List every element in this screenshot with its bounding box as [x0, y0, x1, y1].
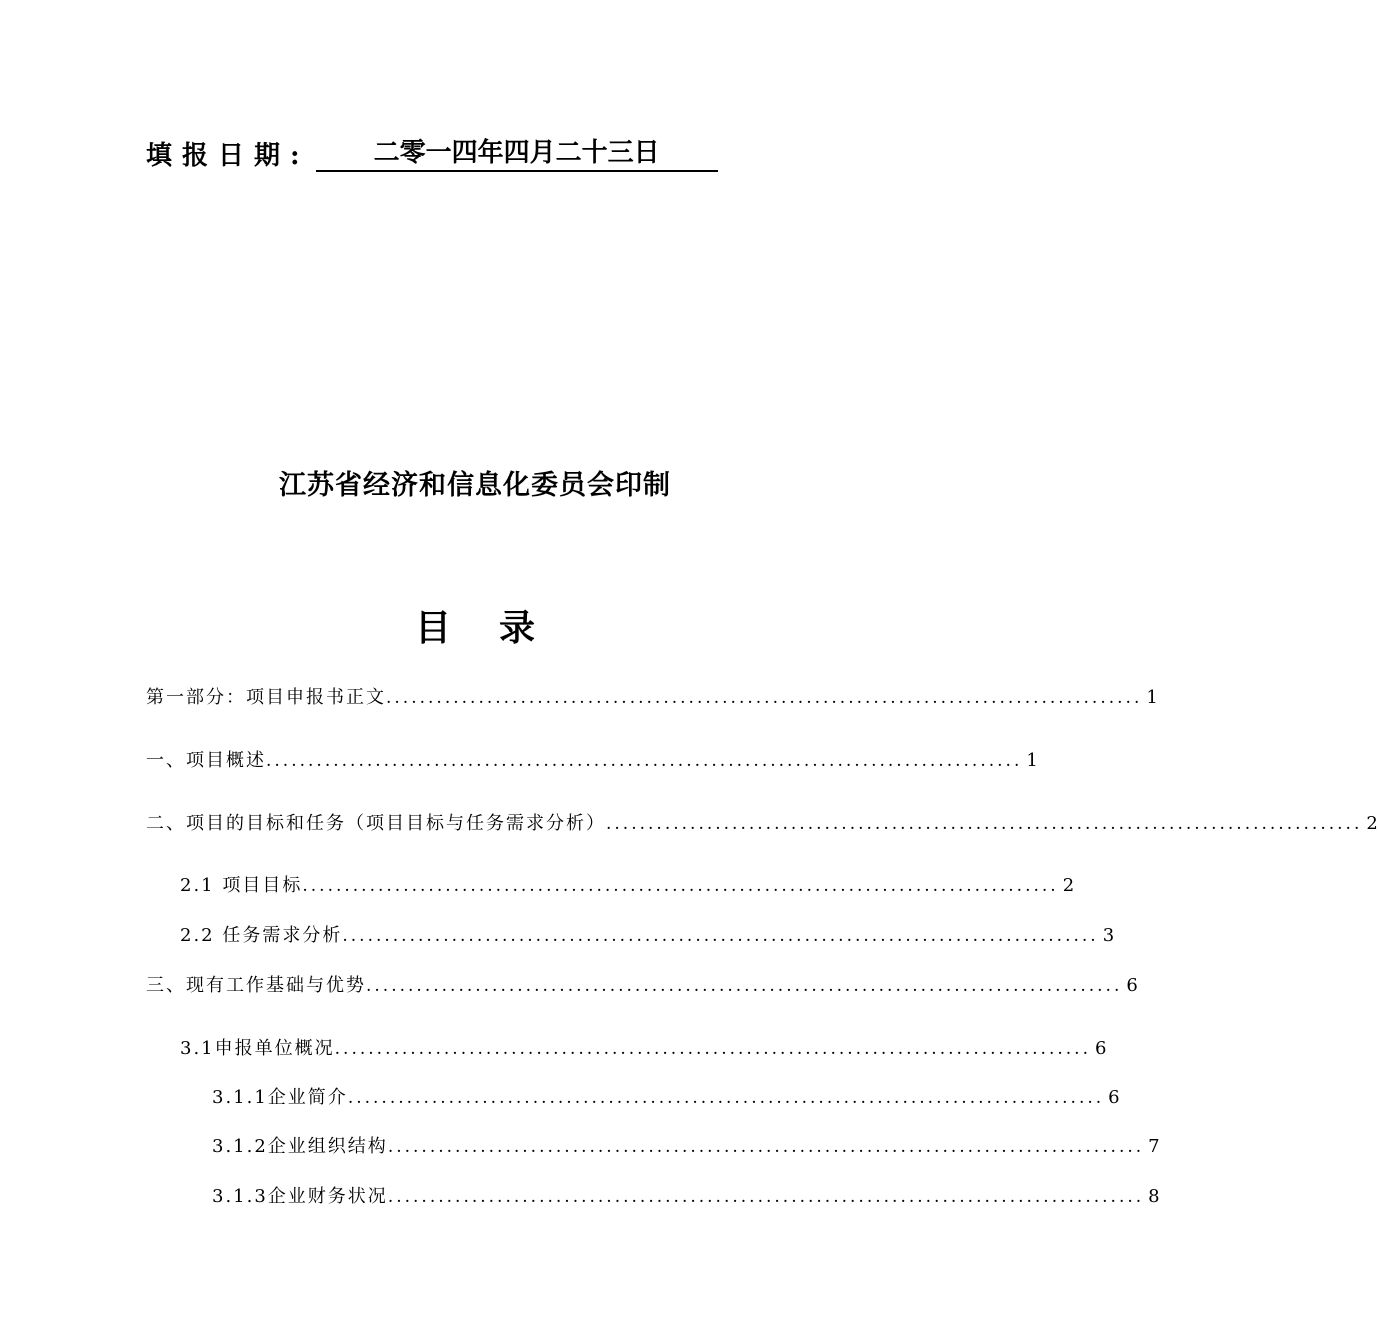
toc-page-number: 3 — [1102, 925, 1115, 946]
toc-dot-leader: .......................................................................................... — [366, 976, 1123, 996]
toc-entry-text: 第一部分：项目申报书正文 — [146, 687, 386, 708]
toc-entry-part-one[interactable] — [146, 682, 1158, 710]
toc-page-number: 2 — [1062, 875, 1075, 896]
toc-entry-section-3-1-3[interactable] — [212, 1181, 1160, 1209]
toc-page-number: 6 — [1126, 975, 1138, 996]
toc-entry-text: 3.1.1企业简介 — [212, 1087, 348, 1108]
publisher-name: 江苏省经济和信息化委员会印制 — [279, 470, 671, 501]
fill-date-value: 二零一四年四月二十三日 — [316, 136, 718, 172]
toc-page-number: 6 — [1094, 1038, 1107, 1059]
toc-page-number: 8 — [1148, 1186, 1160, 1207]
toc-entry-text: 2.2 任务需求分析 — [180, 925, 343, 946]
toc-page-number: 1 — [1026, 750, 1038, 771]
toc-dot-leader: .......................................................................................... — [387, 1187, 1145, 1207]
toc-entry-section-3-1-1[interactable] — [212, 1082, 1120, 1110]
toc-dot-leader: .......................................................................................... — [342, 926, 1099, 946]
toc-dot-leader: .......................................................................................... — [334, 1039, 1091, 1059]
toc-entry-text: 三、现有工作基础与优势 — [146, 975, 366, 996]
toc-title-char-1: 目 — [414, 607, 451, 649]
toc-page-number: 7 — [1148, 1136, 1160, 1157]
toc-page-number: 1 — [1146, 687, 1158, 708]
toc-dot-leader: .......................................................................................... — [387, 1137, 1145, 1157]
toc-dot-leader: .......................................................................................... — [347, 1088, 1105, 1108]
toc-entry-text: 一、项目概述 — [146, 750, 266, 771]
toc-dot-leader: .......................................................................................... — [386, 688, 1143, 708]
toc-page-number: 2 — [1366, 813, 1378, 834]
toc-entry-section-2-2[interactable] — [180, 920, 1115, 948]
toc-dot-leader: .......................................................................................... — [606, 814, 1363, 834]
toc-entry-text: 3.1申报单位概况 — [180, 1038, 335, 1059]
toc-entry-section-3[interactable] — [146, 970, 1138, 998]
toc-dot-leader: .......................................................................................... — [302, 876, 1059, 896]
toc-entry-text: 3.1.2企业组织结构 — [212, 1136, 388, 1157]
toc-entry-section-3-1[interactable] — [180, 1033, 1107, 1061]
toc-page-number: 6 — [1108, 1087, 1120, 1108]
toc-entry-text: 二、项目的目标和任务（项目目标与任务需求分析） — [146, 813, 606, 834]
toc-entry-text: 3.1.3企业财务状况 — [212, 1186, 388, 1207]
toc-entry-section-2[interactable] — [146, 808, 1378, 836]
toc-entry-text: 2.1 项目目标 — [180, 875, 303, 896]
fill-date-label: 填报日期: — [146, 141, 310, 171]
toc-entry-section-3-1-2[interactable] — [212, 1131, 1160, 1159]
toc-dot-leader: .......................................................................................... — [266, 751, 1023, 771]
toc-entry-section-2-1[interactable] — [180, 870, 1075, 898]
toc-entry-section-1[interactable] — [146, 745, 1038, 773]
toc-title-char-2: 录 — [499, 607, 536, 649]
